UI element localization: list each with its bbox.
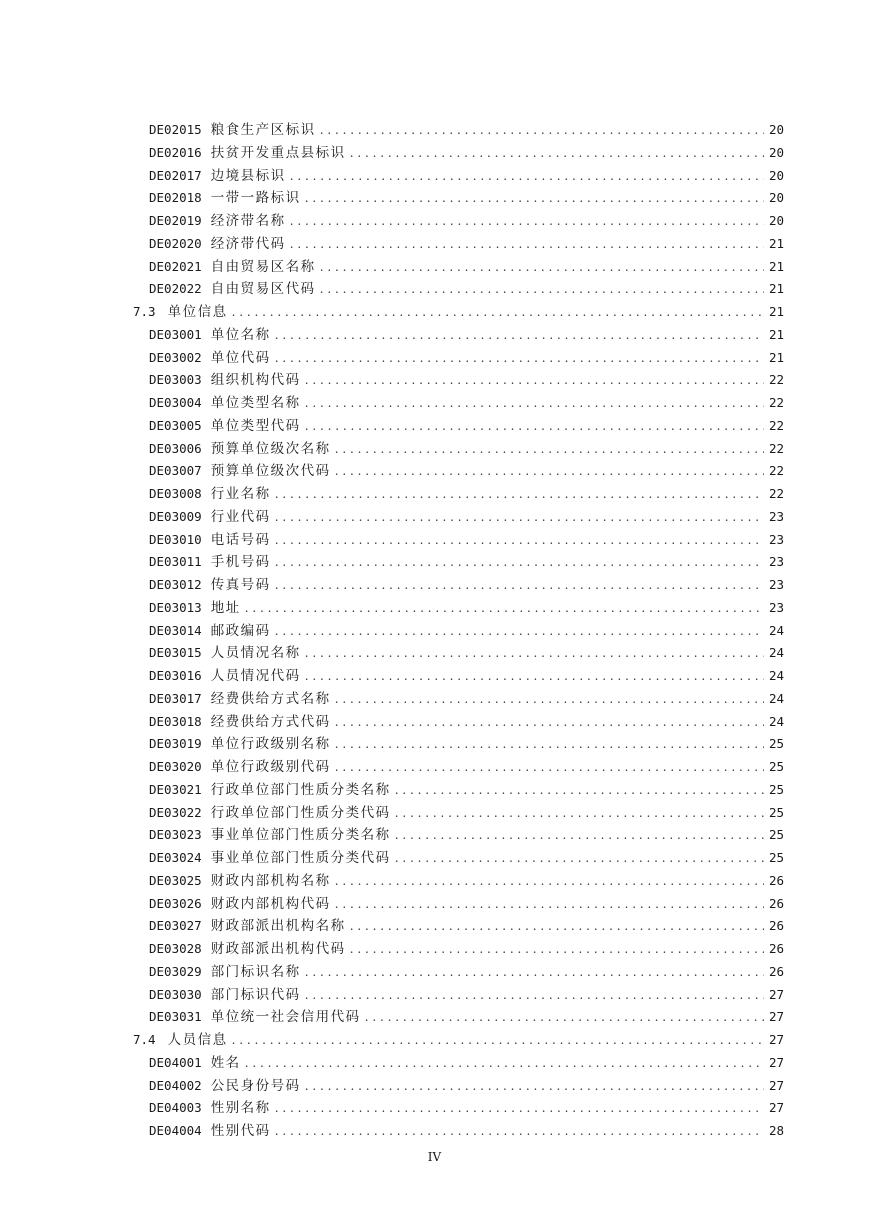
dot-leader (275, 551, 764, 574)
table-of-contents (133, 119, 784, 1143)
entry-title: 传真号码 (210, 577, 271, 593)
dot-leader (305, 1075, 764, 1098)
element-code: DE03007 (149, 463, 202, 479)
element-code: DE03002 (149, 349, 202, 365)
dot-leader (232, 301, 764, 324)
toc-entry[interactable] (133, 597, 784, 620)
toc-entry[interactable] (133, 961, 784, 984)
element-code: DE03004 (149, 395, 202, 410)
page-ref: 25 (768, 759, 784, 774)
entry-title: 经费供给方式代码 (210, 713, 331, 730)
element-code: DE03014 (149, 622, 202, 638)
element-code: DE03012 (149, 577, 202, 592)
element-code: DE02019 (149, 213, 202, 228)
page-ref: 23 (768, 554, 784, 570)
page-ref: 25 (768, 827, 784, 843)
toc-entry[interactable] (133, 847, 784, 870)
page-ref: 24 (768, 645, 784, 661)
toc-entry[interactable] (133, 278, 784, 301)
element-code: DE04001 (149, 1054, 202, 1070)
element-code: DE03021 (149, 781, 202, 797)
dot-leader (395, 847, 764, 870)
element-code: DE03008 (149, 486, 202, 501)
dot-leader (305, 665, 764, 688)
entry-title: 行政单位部门性质分类代码 (210, 804, 391, 821)
dot-leader (290, 210, 764, 233)
dot-leader (290, 233, 764, 256)
entry-title: 经济带代码 (210, 235, 286, 252)
element-code: DE03020 (149, 759, 202, 774)
toc-entry[interactable] (133, 460, 784, 483)
element-code: DE03016 (149, 668, 202, 683)
dot-leader (275, 1097, 764, 1120)
toc-entry[interactable] (133, 1052, 784, 1075)
page-ref: 22 (768, 417, 784, 433)
page-ref: 20 (768, 190, 784, 206)
element-code: DE03013 (149, 599, 202, 615)
page-ref: 20 (768, 167, 784, 183)
element-code: DE03006 (149, 440, 202, 456)
page-ref: 24 (768, 690, 784, 706)
element-code: DE03023 (149, 827, 202, 843)
page-ref: 27 (768, 1054, 784, 1070)
element-code: DE02020 (149, 235, 202, 251)
entry-title: 组织机构代码 (210, 372, 301, 389)
toc-entry[interactable] (133, 938, 784, 961)
page-ref: 27 (768, 1077, 784, 1093)
dot-leader (290, 165, 764, 188)
entry-title: 财政部派出机构代码 (210, 941, 346, 957)
dot-leader (350, 938, 764, 961)
page-ref: 25 (768, 736, 784, 752)
dot-leader (275, 529, 764, 552)
entry-title: 行业名称 (210, 486, 271, 502)
toc-entry[interactable] (133, 119, 784, 142)
page-ref: 21 (768, 235, 784, 251)
page-ref: 23 (768, 577, 784, 592)
toc-entry[interactable] (133, 551, 784, 574)
dot-leader (365, 1006, 764, 1029)
page-ref: 20 (768, 213, 784, 228)
dot-leader (335, 688, 764, 711)
page-ref: 21 (768, 281, 784, 297)
toc-entry[interactable] (133, 870, 784, 893)
element-code: DE03028 (149, 941, 202, 956)
page-ref: 20 (768, 122, 784, 137)
toc-entry[interactable] (133, 369, 784, 392)
dot-leader (275, 483, 764, 506)
dot-leader (320, 278, 764, 301)
page-ref: 23 (768, 508, 784, 524)
entry-title: 人员情况代码 (210, 668, 301, 684)
element-code: DE03018 (149, 713, 202, 729)
dot-leader (320, 119, 764, 142)
entry-title: 行业代码 (210, 508, 271, 525)
entry-title: 经济带名称 (210, 213, 286, 229)
entry-title: 事业单位部门性质分类名称 (210, 827, 391, 844)
element-code: DE03011 (149, 554, 202, 570)
page-ref: 21 (768, 326, 784, 342)
dot-leader (305, 392, 764, 415)
toc-entry[interactable] (133, 1075, 784, 1098)
page-ref: 28 (768, 1123, 784, 1138)
toc-entry[interactable] (133, 233, 784, 256)
toc-entry[interactable] (133, 733, 784, 756)
dot-leader (335, 460, 764, 483)
entry-title: 单位类型代码 (210, 417, 301, 434)
entry-title: 自由贸易区代码 (210, 281, 316, 298)
entry-title: 单位代码 (210, 349, 271, 366)
toc-section-entry[interactable] (133, 1029, 784, 1052)
dot-leader (275, 620, 764, 643)
element-code: DE03024 (149, 850, 202, 865)
dot-leader (335, 733, 764, 756)
element-code: DE03030 (149, 986, 202, 1002)
toc-entry[interactable] (133, 210, 784, 233)
entry-title: 部门标识代码 (210, 986, 301, 1003)
entry-title: 一带一路标识 (210, 190, 301, 207)
page-ref: 25 (768, 804, 784, 820)
toc-entry[interactable] (133, 392, 784, 415)
toc-entry[interactable] (133, 142, 784, 165)
page-ref: 26 (768, 872, 784, 888)
entry-title: 人员情况名称 (210, 645, 301, 662)
toc-entry[interactable] (133, 438, 784, 461)
entry-title: 地址 (210, 599, 241, 616)
dot-leader (335, 893, 764, 916)
element-code: DE03009 (149, 508, 202, 524)
toc-entry[interactable] (133, 483, 784, 506)
element-code: DE03029 (149, 963, 202, 979)
toc-entry[interactable] (133, 688, 784, 711)
toc-entry[interactable] (133, 1097, 784, 1120)
dot-leader (245, 1052, 764, 1075)
dot-leader (305, 187, 764, 210)
page-number: IV (427, 1150, 442, 1164)
toc-entry[interactable] (133, 574, 784, 597)
page-ref: 25 (768, 781, 784, 797)
toc-entry[interactable] (133, 893, 784, 916)
dot-leader (305, 984, 764, 1007)
toc-entry[interactable] (133, 165, 784, 188)
toc-entry[interactable] (133, 915, 784, 938)
page-ref: 24 (768, 668, 784, 683)
element-code: DE03010 (149, 531, 202, 547)
page-ref: 26 (768, 941, 784, 956)
entry-title: 自由贸易区名称 (210, 258, 316, 275)
element-code: DE04002 (149, 1077, 202, 1093)
entry-title: 单位统一社会信用代码 (210, 1009, 361, 1026)
dot-leader (305, 415, 764, 438)
element-code: DE04003 (149, 1100, 202, 1116)
element-code: DE02021 (149, 258, 202, 274)
entry-title: 预算单位级次名称 (210, 440, 331, 457)
page-ref: 20 (768, 144, 784, 160)
toc-entry[interactable] (133, 347, 784, 370)
toc-entry[interactable] (133, 1120, 784, 1143)
toc-entry[interactable] (133, 824, 784, 847)
entry-title: 财政内部机构代码 (210, 895, 331, 912)
dot-leader (245, 597, 764, 620)
section-number: 7.3 (133, 304, 156, 319)
dot-leader (275, 324, 764, 347)
element-code: DE03022 (149, 804, 202, 820)
entry-title: 边境县标识 (210, 167, 286, 184)
page-ref: 21 (768, 304, 784, 319)
entry-title: 性别名称 (210, 1100, 271, 1117)
toc-entry[interactable] (133, 1006, 784, 1029)
page-ref: 26 (768, 895, 784, 911)
entry-title: 性别代码 (210, 1123, 271, 1139)
element-code: DE03017 (149, 690, 202, 706)
entry-title: 经费供给方式名称 (210, 690, 331, 707)
page-ref: 24 (768, 622, 784, 638)
element-code: DE02015 (149, 122, 202, 137)
entry-title: 电话号码 (210, 531, 271, 548)
page-ref: 21 (768, 349, 784, 365)
entry-title: 财政部派出机构名称 (210, 918, 346, 935)
toc-entry[interactable] (133, 256, 784, 279)
element-code: DE02022 (149, 281, 202, 297)
toc-entry[interactable] (133, 756, 784, 779)
toc-entry[interactable] (133, 415, 784, 438)
element-code: DE02017 (149, 167, 202, 183)
section-number: 7.4 (133, 1032, 156, 1047)
dot-leader (275, 347, 764, 370)
dot-leader (335, 438, 764, 461)
entry-title: 单位信息 (167, 304, 228, 320)
toc-entry[interactable] (133, 506, 784, 529)
entry-title: 行政单位部门性质分类名称 (210, 781, 391, 798)
toc-section-entry[interactable] (133, 301, 784, 324)
dot-leader (275, 506, 764, 529)
entry-title: 单位名称 (210, 326, 271, 343)
page-ref: 22 (768, 486, 784, 501)
entry-title: 单位类型名称 (210, 395, 301, 411)
element-code: DE02016 (149, 144, 202, 160)
dot-leader (335, 756, 764, 779)
entry-title: 事业单位部门性质分类代码 (210, 850, 391, 866)
dot-leader (350, 915, 764, 938)
entry-title: 姓名 (210, 1054, 241, 1071)
page-ref: 27 (768, 1009, 784, 1025)
dot-leader (305, 961, 764, 984)
page-ref: 27 (768, 986, 784, 1002)
dot-leader (395, 779, 764, 802)
toc-entry[interactable] (133, 711, 784, 734)
page-ref: 22 (768, 463, 784, 479)
entry-title: 单位行政级别名称 (210, 736, 331, 753)
entry-title: 粮食生产区标识 (210, 122, 316, 138)
element-code: DE03015 (149, 645, 202, 661)
entry-title: 部门标识名称 (210, 963, 301, 980)
dot-leader (232, 1029, 764, 1052)
dot-leader (335, 711, 764, 734)
toc-entry[interactable] (133, 779, 784, 802)
dot-leader (395, 802, 764, 825)
entry-title: 邮政编码 (210, 622, 271, 639)
element-code: DE04004 (149, 1123, 202, 1138)
element-code: DE03027 (149, 918, 202, 934)
entry-title: 手机号码 (210, 554, 271, 571)
dot-leader (320, 256, 764, 279)
page-ref: 26 (768, 963, 784, 979)
entry-title: 公民身份号码 (210, 1077, 301, 1094)
element-code: DE03025 (149, 872, 202, 888)
entry-title: 人员信息 (167, 1032, 228, 1048)
element-code: DE03005 (149, 417, 202, 433)
page-ref: 23 (768, 599, 784, 615)
element-code: DE03003 (149, 372, 202, 388)
entry-title: 预算单位级次代码 (210, 463, 331, 480)
page-ref: 24 (768, 713, 784, 729)
page-ref: 21 (768, 258, 784, 274)
toc-entry[interactable] (133, 802, 784, 825)
page-ref: 27 (768, 1100, 784, 1116)
dot-leader (305, 642, 764, 665)
dot-leader (275, 1120, 764, 1143)
page-ref: 23 (768, 531, 784, 547)
page-ref: 27 (768, 1032, 784, 1047)
element-code: DE03019 (149, 736, 202, 752)
page-ref: 22 (768, 440, 784, 456)
element-code: DE03031 (149, 1009, 202, 1025)
element-code: DE02018 (149, 190, 202, 206)
dot-leader (275, 574, 764, 597)
dot-leader (305, 369, 764, 392)
element-code: DE03001 (149, 326, 202, 342)
toc-entry[interactable] (133, 187, 784, 210)
toc-entry[interactable] (133, 642, 784, 665)
dot-leader (395, 824, 764, 847)
element-code: DE03026 (149, 895, 202, 911)
toc-entry[interactable] (133, 620, 784, 643)
dot-leader (335, 870, 764, 893)
page-ref: 25 (768, 850, 784, 865)
entry-title: 单位行政级别代码 (210, 759, 331, 775)
page-ref: 22 (768, 395, 784, 410)
toc-entry[interactable] (133, 665, 784, 688)
entry-title: 财政内部机构名称 (210, 872, 331, 889)
page-ref: 22 (768, 372, 784, 388)
toc-entry[interactable] (133, 529, 784, 552)
toc-entry[interactable] (133, 984, 784, 1007)
page-ref: 26 (768, 918, 784, 934)
dot-leader (350, 142, 764, 165)
entry-title: 扶贫开发重点县标识 (210, 144, 346, 161)
toc-entry[interactable] (133, 324, 784, 347)
